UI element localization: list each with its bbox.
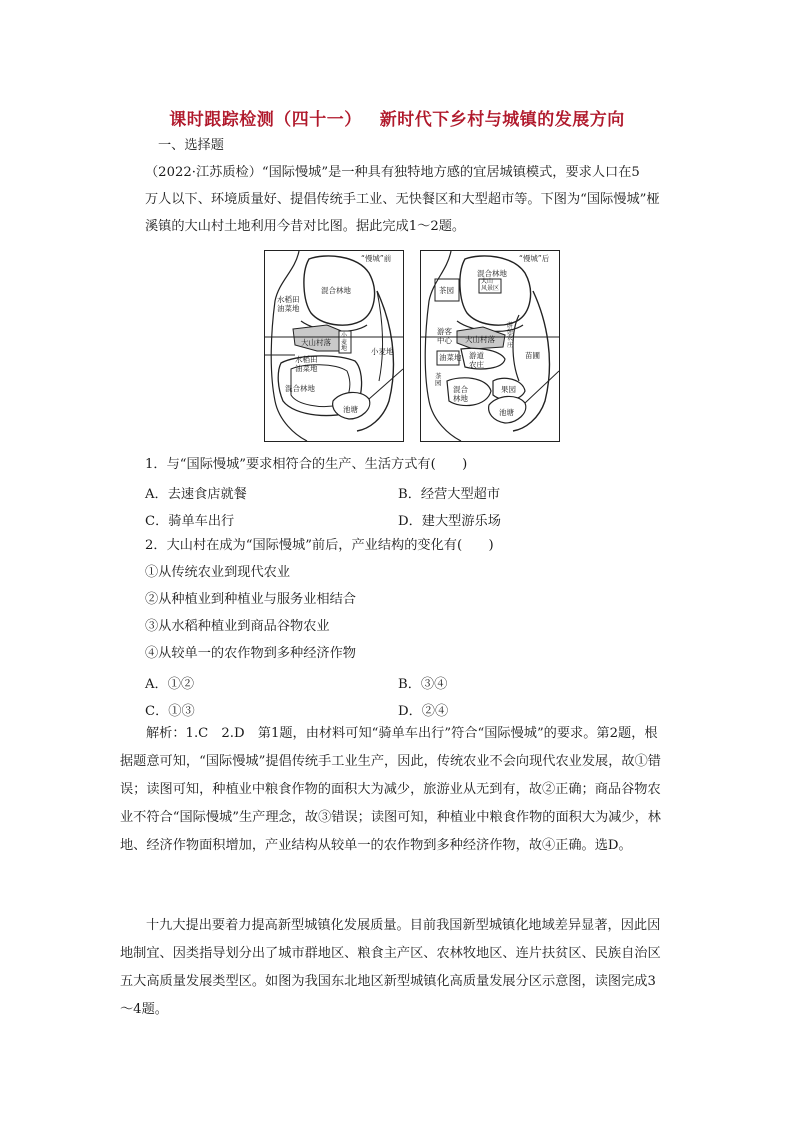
intro-line-3: 溪镇的大山村土地利用今昔对比图。据此完成1～2题。: [145, 219, 466, 234]
map-after-label-visitor: 游客 中心: [437, 327, 452, 345]
q1-option-a: A．去速食店就餐: [145, 487, 247, 502]
q2-option-c: C．①③: [145, 704, 195, 719]
map-before-label-paddy-2: 水稻田 油菜地: [295, 355, 318, 373]
q2-stem: 2．大山村在成为“国际慢城”前后，产业结构的变化有( ): [145, 538, 494, 553]
q1-option-b: B．经营大型超市: [398, 487, 501, 502]
map-before-label-pond: 池塘: [343, 405, 358, 414]
map-before-label-forest: 混合林地: [321, 286, 351, 295]
map-after-label-orchard: 果园: [501, 385, 516, 394]
map-before-tag: “慢城”前: [361, 254, 392, 263]
q2-option-a: A．①②: [145, 677, 195, 692]
q2-option-b: B．③④: [398, 677, 448, 692]
q2-option-d: D．②④: [398, 704, 449, 719]
q1-stem: 1．与“国际慢城”要求相符合的生产、生活方式有( ): [145, 457, 468, 472]
map-after-label-seedling: 苗圃: [525, 351, 540, 360]
q2-statement-4: ④从较单一的农作物到多种经济作物: [145, 646, 356, 661]
map-before-label-paddy: 水稻田 油菜地: [277, 295, 300, 313]
map-after-label-pond: 池塘: [499, 408, 514, 417]
q2-statement-2: ②从种植业到种植业与服务业相结合: [145, 592, 356, 607]
map-before-label-forest-2: 混合林地: [285, 384, 315, 393]
intro-line-1: （2022·江苏质检）“国际慢城”是一种具有独特地方感的宜居城镇模式，要求人口在5: [145, 165, 640, 180]
map-after-tag: “慢城”后: [519, 254, 550, 263]
title-sub: 新时代下乡村与城镇的发展方向: [379, 110, 625, 130]
map-after-label-forest-2: 混合 林地: [453, 385, 468, 403]
map-after: [420, 250, 560, 442]
q1-option-c: C．骑单车出行: [145, 514, 235, 529]
map-after-label-village: 大山村落: [465, 335, 495, 344]
map-after-label-forest: 混合林地: [477, 269, 507, 278]
map-before-label-village: 大山村落: [301, 338, 331, 347]
map-after-label-tea: 茶园: [439, 286, 454, 295]
map-after-label-leisure: 游道 农庄: [469, 351, 484, 369]
analysis-paragraph: 解析：1.C 2.D 第1题，由材料可知“骑单车出行”符合“国际慢城”的要求。第2题，根据题意可知，“国际慢城”提倡传统手工业生产，因此，传统农业不会向现代农业发展，故①错误；读图可知，种植业中粮食作物的面积大为减少，旅游业从无到有，故②正确；商品谷物农业不符合“国际慢城”生产理念，故③错误；读图可知，种植业中粮食作物的面积大为减少，林地、经济作物面积增加，产业结构从较单一的农作物到多种经济作物，故④正确。选D。: [120, 726, 661, 853]
map-before-label-wheat: 小麦地: [371, 347, 394, 356]
map-before-label-wheat-small: 小 麦 地: [341, 332, 348, 352]
q2-statement-1: ①从传统农业到现代农业: [145, 565, 291, 580]
map-before: [264, 250, 404, 442]
map-before-drawing: [265, 251, 403, 441]
map-after-label-tea-2: 茶 园: [435, 372, 442, 387]
map-after-label-side: 游 憩 农 庄: [507, 322, 514, 349]
map-after-label-rape: 油菜地: [439, 353, 462, 362]
passage-paragraph: 十九大提出要着力提高新型城镇化发展质量。目前我国新型城镇化地域差异显著，因此因地制宜、因类指导划分出了城市群地区、粮食主产区、农林牧地区、连片扶贫区、民族自治区五大高质量发展类型区。如图为我国东北地区新型城镇化高质量发展分区示意图，读图完成3～4题。: [120, 918, 661, 1017]
q2-statement-3: ③从水稻种植业到商品谷物农业: [145, 619, 330, 634]
page-title: [0, 105, 794, 130]
intro-line-2: 万人以下、环境质量好、提倡传统手工业、无快餐区和大型超市等。下图为“国际慢城”桠: [145, 192, 660, 207]
q1-option-d: D．建大型游乐场: [398, 514, 501, 529]
section-heading: 一、选择题: [158, 138, 224, 153]
title-main: 课时跟踪检测（四十一）: [169, 110, 362, 130]
map-after-label-tourism: 大山 风景区: [481, 278, 500, 292]
